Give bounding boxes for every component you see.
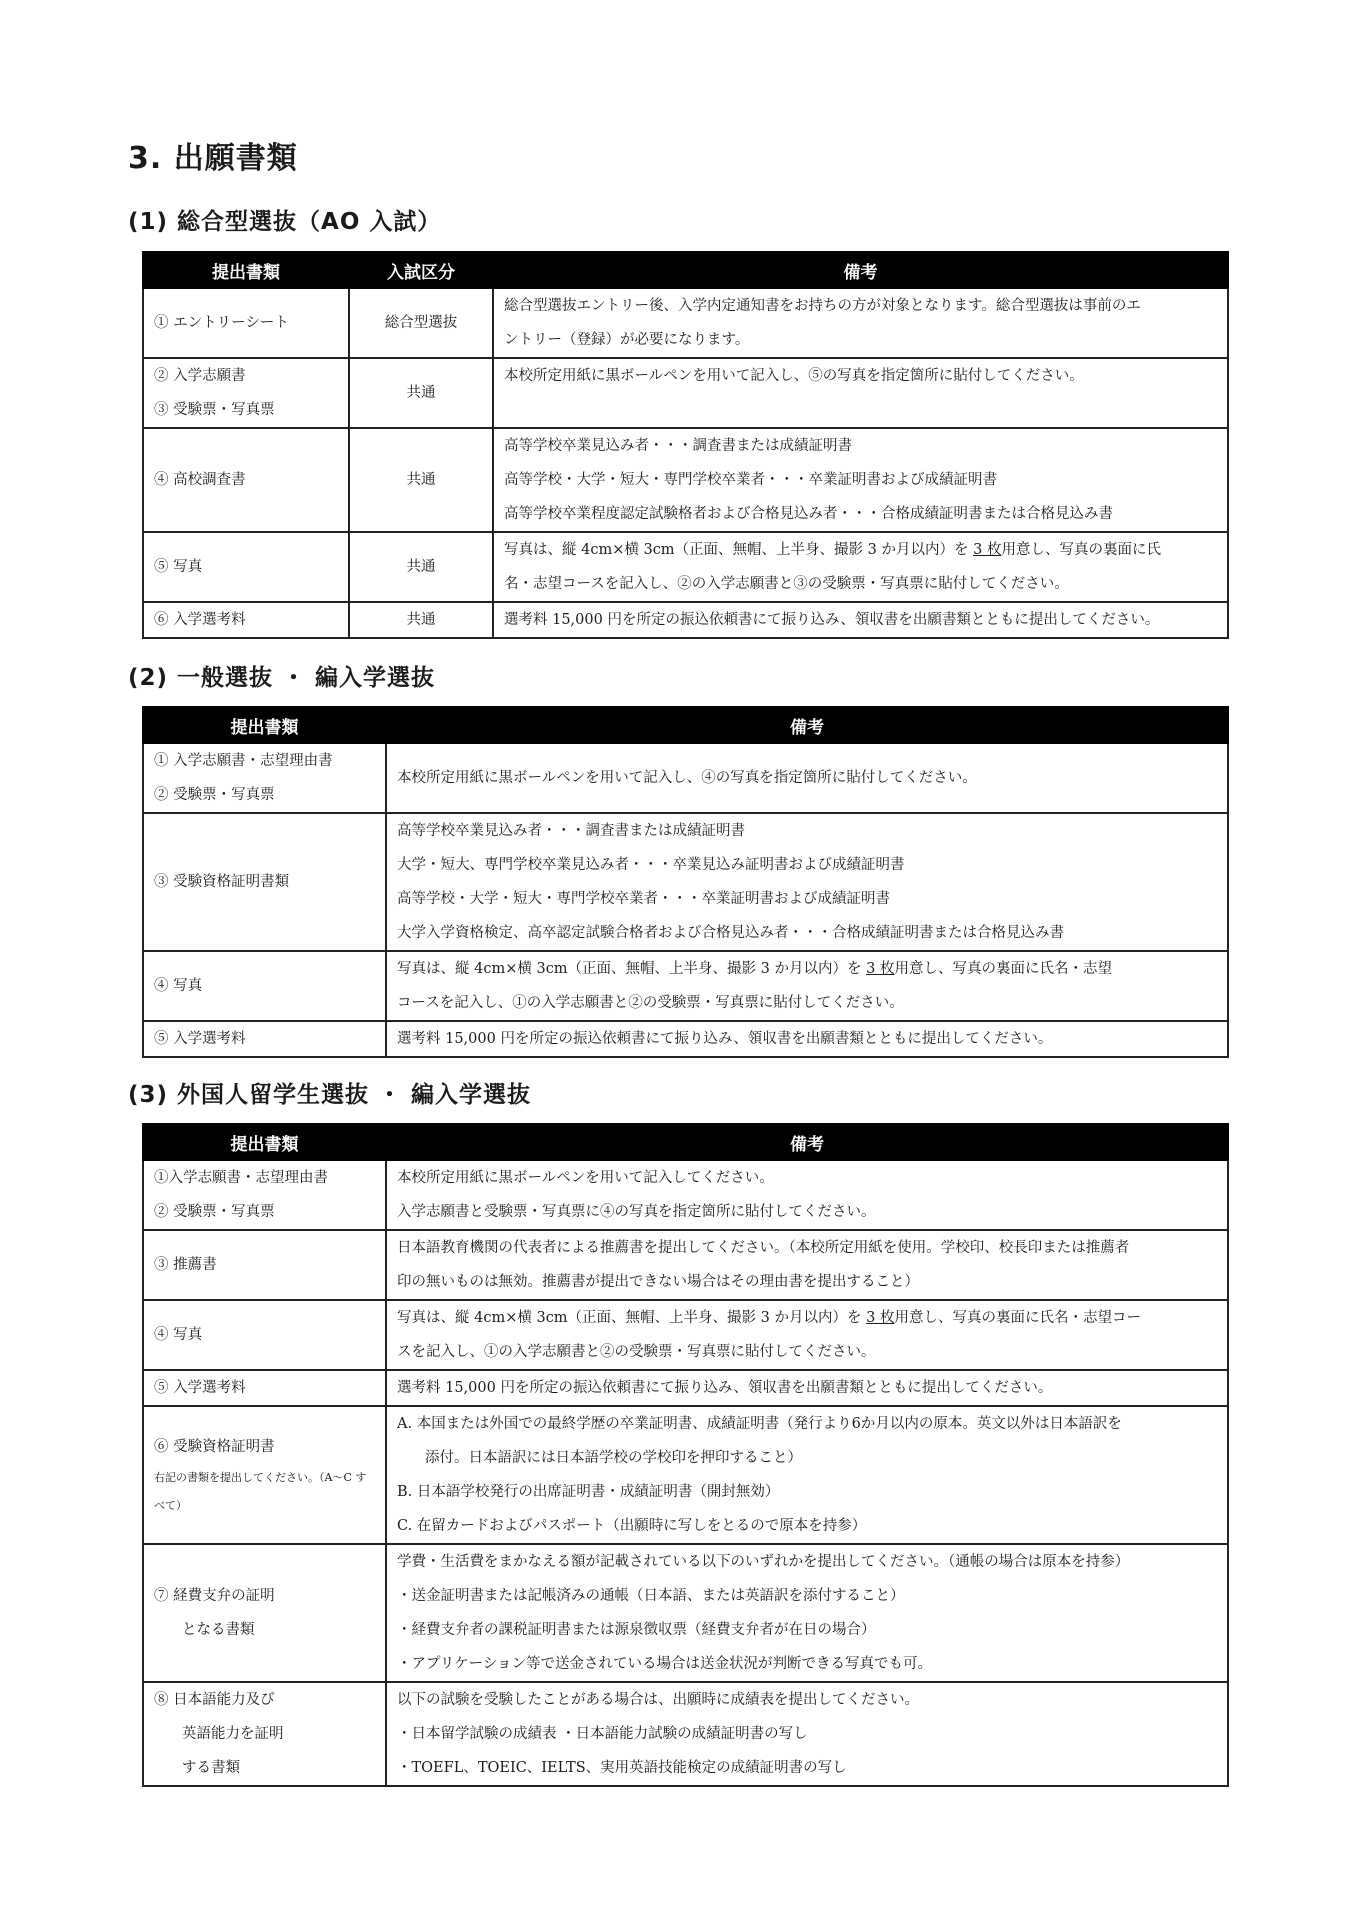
document-name: ⑥ 受験資格証明書 右記の書類を提出してください。（A～C す べて） bbox=[143, 1406, 386, 1544]
notes-cell: 本校所定用紙に黒ボールペンを用いて記入し、④の写真を指定箇所に貼付してください。 bbox=[386, 743, 1228, 813]
notes-cell: 学費・生活費をまかなえる額が記載されている以下のいずれかを提出してください。（通帳の場合は原本を持参） ・送金証明書または記帳済みの通帳（日本語、または英語訳を添付すること） ・経費支弁者の課税証明書または源泉徴収票（経費支弁者が在日の場合） ・アプリケーション等で送金されている場合は送金状況が判断できる写真でも可。 bbox=[386, 1544, 1228, 1682]
notes-cell: 総合型選抜エントリー後、入学内定通知書をお持ちの方が対象となります。総合型選抜は事前のエ ントリー（登録）が必要になります。 bbox=[493, 288, 1228, 358]
table-row bbox=[143, 743, 1228, 813]
header-notes: 備考 bbox=[386, 707, 1228, 743]
table-row bbox=[143, 1160, 1228, 1230]
table-row bbox=[143, 1370, 1228, 1406]
exam-category: 共通 bbox=[349, 532, 493, 602]
exam-category: 共通 bbox=[349, 428, 493, 532]
document-name: ④ 写真 bbox=[143, 1300, 386, 1370]
table-header-row bbox=[143, 707, 1228, 743]
notes-cell: 本校所定用紙に黒ボールペンを用いて記入し、⑤の写真を指定箇所に貼付してください。 bbox=[493, 358, 1228, 428]
table-row bbox=[143, 602, 1228, 638]
notes-cell: 写真は、縦 4cm×横 3cm（正面、無帽、上半身、撮影 3 か月以内）を 3 枚用意し、写真の裏面に氏名・志望 コースを記入し、①の入学志願書と②の受験票・写真票に貼付してください。 bbox=[386, 951, 1228, 1021]
table-row bbox=[143, 813, 1228, 951]
document-name: ①入学志願書・志望理由書 ② 受験票・写真票 bbox=[143, 1160, 386, 1230]
document-name: ② 入学志願書 ③ 受験票・写真票 bbox=[143, 358, 349, 428]
header-documents: 提出書類 bbox=[143, 1124, 386, 1160]
table-header-row bbox=[143, 1124, 1228, 1160]
table-row bbox=[143, 1682, 1228, 1786]
header-notes: 備考 bbox=[386, 1124, 1228, 1160]
section1-table bbox=[142, 251, 1229, 639]
document-name: ⑤ 入学選考料 bbox=[143, 1021, 386, 1057]
notes-cell: 高等学校卒業見込み者・・・調査書または成績証明書 大学・短大、専門学校卒業見込み者・・・卒業見込み証明書および成績証明書 高等学校・大学・短大・専門学校卒業者・・・卒業証明書および成績証明書 大学入学資格検定、高卒認定試験合格者および合格見込み者・・・合格成績証明書または合格見込み書 bbox=[386, 813, 1228, 951]
document-name: ⑥ 入学選考料 bbox=[143, 602, 349, 638]
table-row bbox=[143, 1021, 1228, 1057]
document-name: ③ 推薦書 bbox=[143, 1230, 386, 1300]
notes-cell: 選考料 15,000 円を所定の振込依頼書にて振り込み、領収書を出願書類とともに提出してください。 bbox=[386, 1370, 1228, 1406]
notes-cell: 高等学校卒業見込み者・・・調査書または成績証明書 高等学校・大学・短大・専門学校卒業者・・・卒業証明書および成績証明書 高等学校卒業程度認定試験格者および合格見込み者・・・合格成績証明書または合格見込み書 bbox=[493, 428, 1228, 532]
table-row bbox=[143, 1230, 1228, 1300]
notes-cell: 写真は、縦 4cm×横 3cm（正面、無帽、上半身、撮影 3 か月以内）を 3 枚用意し、写真の裏面に氏名・志望コー スを記入し、①の入学志願書と②の受験票・写真票に貼付してください。 bbox=[386, 1300, 1228, 1370]
table-row bbox=[143, 951, 1228, 1021]
exam-category: 共通 bbox=[349, 358, 493, 428]
document-name: ④ 写真 bbox=[143, 951, 386, 1021]
document-name: ③ 受験資格証明書類 bbox=[143, 813, 386, 951]
table-row bbox=[143, 1544, 1228, 1682]
page-title: 3. 出願書類 bbox=[128, 141, 298, 176]
section3-table bbox=[142, 1123, 1229, 1787]
notes-cell: 写真は、縦 4cm×横 3cm（正面、無帽、上半身、撮影 3 か月以内）を 3 枚用意し、写真の裏面に氏 名・志望コースを記入し、②の入学志願書と③の受験票・写真票に貼付してください。 bbox=[493, 532, 1228, 602]
header-documents: 提出書類 bbox=[143, 252, 349, 288]
document-name: ⑦ 経費支弁の証明 となる書類 bbox=[143, 1544, 386, 1682]
table-row bbox=[143, 428, 1228, 532]
section2-table bbox=[142, 706, 1229, 1058]
notes-cell: A. 本国または外国での最終学歴の卒業証明書、成績証明書（発行より6か月以内の原本。英文以外は日本語訳を 添付。日本語訳には日本語学校の学校印を押印すること） B. 日本語学校発行の出席証明書・成績証明書（開封無効） C. 在留カードおよびパスポート（出願時に写しをとるので原本を持参） bbox=[386, 1406, 1228, 1544]
table-row bbox=[143, 532, 1228, 602]
header-category: 入試区分 bbox=[349, 252, 493, 288]
header-documents: 提出書類 bbox=[143, 707, 386, 743]
document-name: ⑧ 日本語能力及び 英語能力を証明 する書類 bbox=[143, 1682, 386, 1786]
table-row bbox=[143, 1300, 1228, 1370]
exam-category: 総合型選抜 bbox=[349, 288, 493, 358]
document-name: ⑤ 写真 bbox=[143, 532, 349, 602]
document-name: ⑤ 入学選考料 bbox=[143, 1370, 386, 1406]
section3-title: (3) 外国人留学生選抜 ・ 編入学選抜 bbox=[128, 1082, 532, 1108]
table-row bbox=[143, 1406, 1228, 1544]
document-name: ① 入学志願書・志望理由書 ② 受験票・写真票 bbox=[143, 743, 386, 813]
notes-cell: 選考料 15,000 円を所定の振込依頼書にて振り込み、領収書を出願書類とともに提出してください。 bbox=[493, 602, 1228, 638]
table-row bbox=[143, 288, 1228, 358]
section2-title: (2) 一般選抜 ・ 編入学選抜 bbox=[128, 665, 436, 691]
section1-title: (1) 総合型選抜（AO 入試） bbox=[128, 209, 442, 235]
document-name: ① エントリーシート bbox=[143, 288, 349, 358]
exam-category: 共通 bbox=[349, 602, 493, 638]
table-header-row bbox=[143, 252, 1228, 288]
notes-cell: 本校所定用紙に黒ボールペンを用いて記入してください。 入学志願書と受験票・写真票に④の写真を指定箇所に貼付してください。 bbox=[386, 1160, 1228, 1230]
table-row bbox=[143, 358, 1228, 428]
notes-cell: 選考料 15,000 円を所定の振込依頼書にて振り込み、領収書を出願書類とともに提出してください。 bbox=[386, 1021, 1228, 1057]
header-notes: 備考 bbox=[493, 252, 1228, 288]
notes-cell: 以下の試験を受験したことがある場合は、出願時に成績表を提出してください。 ・日本留学試験の成績表 ・日本語能力試験の成績証明書の写し ・TOEFL、TOEIC、IELTS、実用英語技能検定の成績証明書の写し bbox=[386, 1682, 1228, 1786]
notes-cell: 日本語教育機関の代表者による推薦書を提出してください。（本校所定用紙を使用。学校印、校長印または推薦者 印の無いものは無効。推薦書が提出できない場合はその理由書を提出すること） bbox=[386, 1230, 1228, 1300]
document-name: ④ 高校調査書 bbox=[143, 428, 349, 532]
